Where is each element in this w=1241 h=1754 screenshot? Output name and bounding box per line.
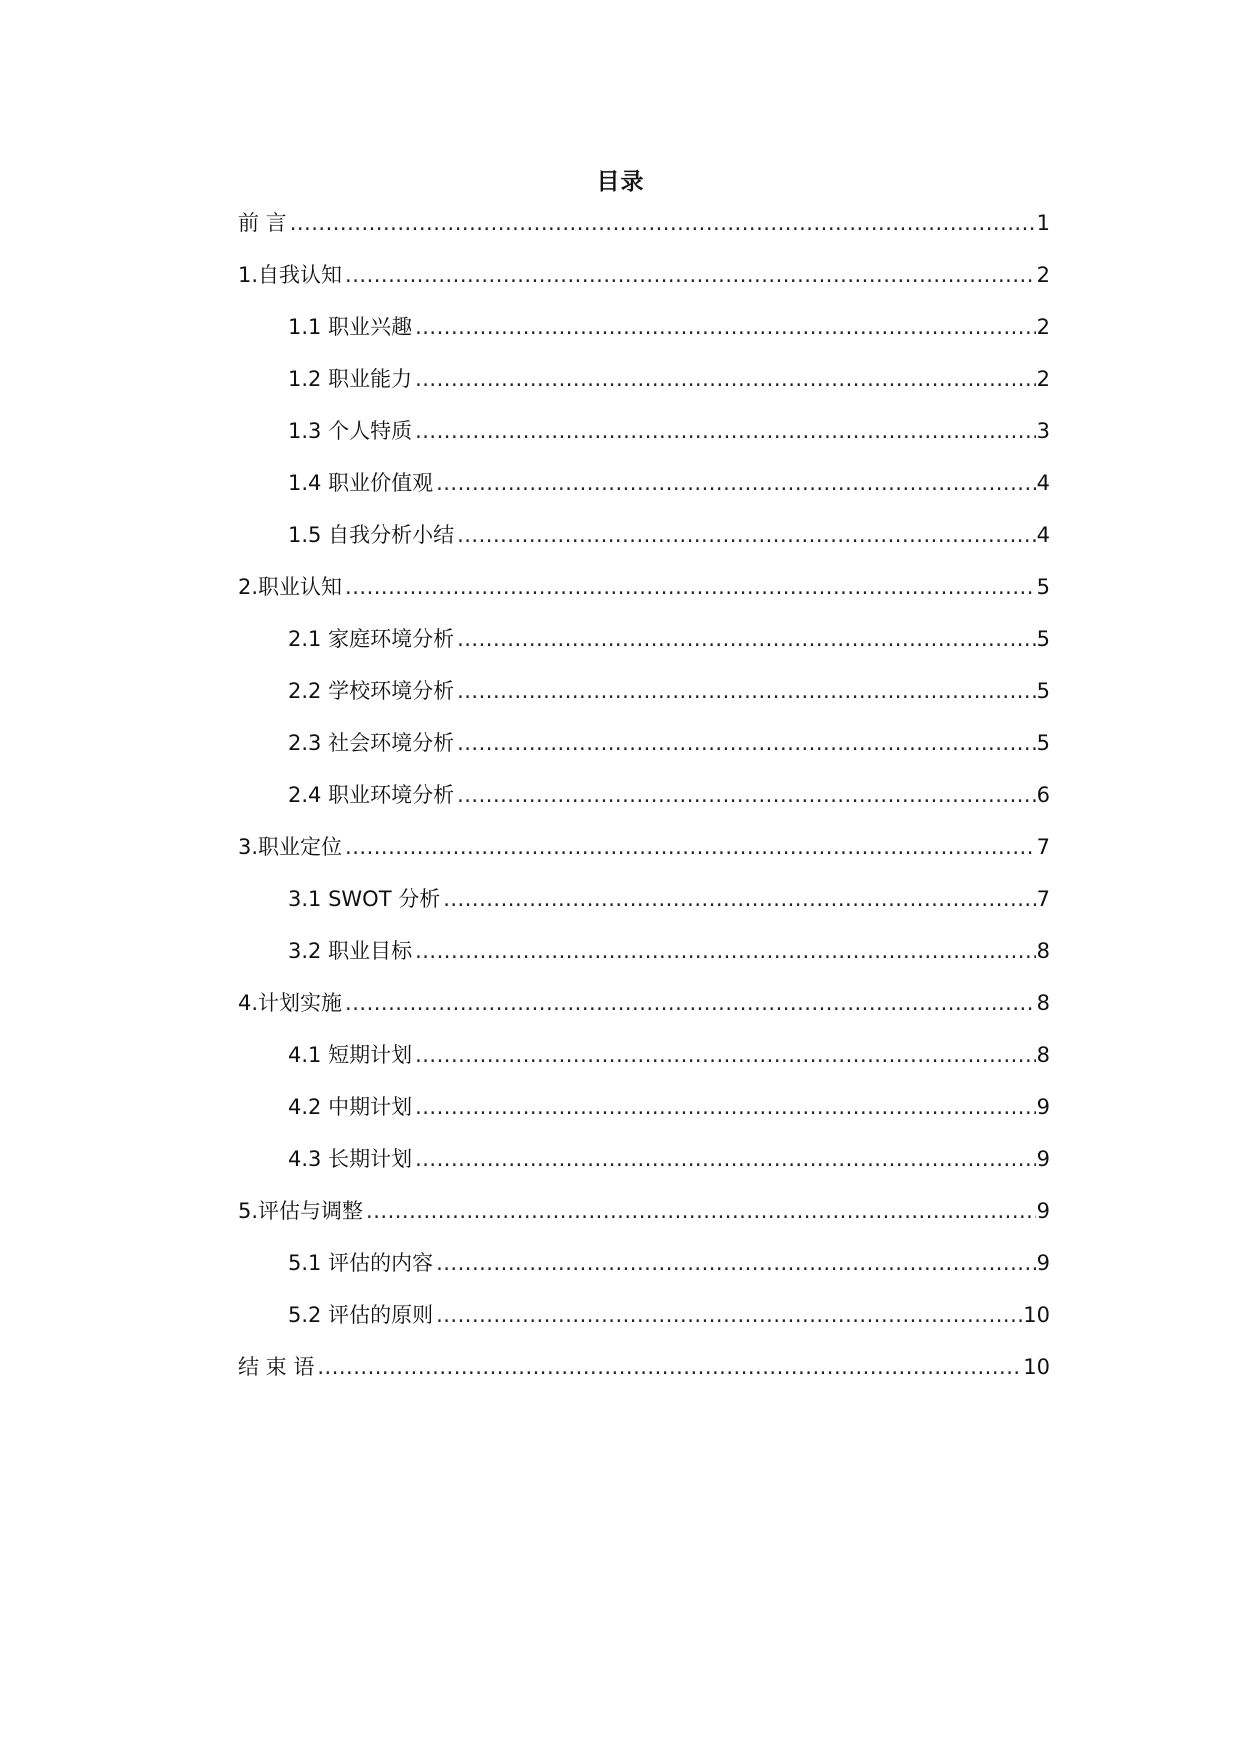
- toc-entry[interactable]: [238, 366, 1050, 418]
- dot-leader: [366, 1198, 1036, 1224]
- toc-entry-label: 2.4 职业环境分析: [288, 783, 455, 807]
- dot-leader: [443, 886, 1035, 912]
- toc-entry[interactable]: [238, 1042, 1050, 1094]
- toc-entry-label: 1.4 职业价值观: [288, 471, 434, 495]
- dot-leader: [436, 470, 1036, 496]
- toc-entry-label: 4.1 短期计划: [288, 1043, 413, 1067]
- toc-entry[interactable]: [238, 470, 1050, 522]
- dot-leader: [415, 366, 1036, 392]
- toc-entry[interactable]: [238, 262, 1050, 314]
- dot-leader: [457, 522, 1036, 548]
- dot-leader: [457, 626, 1036, 652]
- dot-leader: [345, 262, 1036, 288]
- toc-entry-page-number: 10: [1023, 1303, 1050, 1327]
- toc-entry-page-number: 2: [1036, 263, 1050, 287]
- toc-entry[interactable]: [238, 938, 1050, 990]
- toc-entry-page-number: 5: [1036, 627, 1050, 651]
- toc-entry-page-number: 6: [1036, 783, 1050, 807]
- toc-entry[interactable]: [238, 418, 1050, 470]
- toc-entry-label: 1.3 个人特质: [288, 419, 413, 443]
- toc-entry-label: 5.2 评估的原则: [288, 1303, 434, 1327]
- toc-entry-page-number: 2: [1036, 367, 1050, 391]
- toc-entry-page-number: 9: [1036, 1095, 1050, 1119]
- toc-entry-label: 3.职业定位: [238, 835, 343, 859]
- toc-entry[interactable]: [238, 1146, 1050, 1198]
- toc-entry[interactable]: [238, 1094, 1050, 1146]
- toc-entry-page-number: 9: [1036, 1251, 1050, 1275]
- toc-entry-label: 4.3 长期计划: [288, 1147, 413, 1171]
- toc-entry[interactable]: [238, 1250, 1050, 1302]
- toc-entry-label: 3.1 SWOT 分析: [288, 887, 441, 911]
- toc-entry-label: 3.2 职业目标: [288, 939, 413, 963]
- toc-entry-page-number: 2: [1036, 315, 1050, 339]
- dot-leader: [415, 1094, 1036, 1120]
- toc-entry-page-number: 10: [1023, 1355, 1050, 1379]
- toc-entry[interactable]: [238, 678, 1050, 730]
- toc-entry-label: 2.职业认知: [238, 575, 343, 599]
- toc-entry[interactable]: [238, 834, 1050, 886]
- dot-leader: [457, 678, 1036, 704]
- dot-leader: [457, 782, 1036, 808]
- dot-leader: [345, 834, 1036, 860]
- toc-entry[interactable]: [238, 626, 1050, 678]
- toc-entry-page-number: 8: [1036, 991, 1050, 1015]
- dot-leader: [290, 210, 1036, 236]
- toc-entry-label: 2.1 家庭环境分析: [288, 627, 455, 651]
- toc-entry-label: 前 言: [238, 211, 287, 235]
- toc-entry-page-number: 4: [1036, 523, 1050, 547]
- dot-leader: [415, 314, 1036, 340]
- toc-entry[interactable]: [238, 1354, 1050, 1406]
- dot-leader: [415, 1042, 1036, 1068]
- toc-entry-label: 5.评估与调整: [238, 1199, 364, 1223]
- toc-entry-page-number: 5: [1036, 731, 1050, 755]
- toc-entry-page-number: 8: [1036, 1043, 1050, 1067]
- toc-entry[interactable]: [238, 1302, 1050, 1354]
- toc-entry-page-number: 7: [1036, 835, 1050, 859]
- toc-entry-label: 5.1 评估的内容: [288, 1251, 434, 1275]
- toc-entry-page-number: 8: [1036, 939, 1050, 963]
- toc-entry[interactable]: [238, 1198, 1050, 1250]
- toc-entry-page-number: 5: [1036, 679, 1050, 703]
- dot-leader: [415, 1146, 1036, 1172]
- dot-leader: [436, 1302, 1022, 1328]
- dot-leader: [345, 574, 1036, 600]
- toc-entry-page-number: 9: [1036, 1199, 1050, 1223]
- toc-entry[interactable]: [238, 210, 1050, 262]
- toc-entry[interactable]: [238, 886, 1050, 938]
- toc-entry-label: 1.1 职业兴趣: [288, 315, 413, 339]
- dot-leader: [457, 730, 1036, 756]
- toc-entry[interactable]: [238, 730, 1050, 782]
- toc-entry-label: 结 束 语: [238, 1355, 315, 1379]
- dot-leader: [415, 418, 1036, 444]
- toc-entry-label: 2.2 学校环境分析: [288, 679, 455, 703]
- toc-entry-page-number: 5: [1036, 575, 1050, 599]
- toc-entry-label: 4.计划实施: [238, 991, 343, 1015]
- toc-entry[interactable]: [238, 990, 1050, 1042]
- toc-entry[interactable]: [238, 574, 1050, 626]
- toc-entry[interactable]: [238, 782, 1050, 834]
- toc-entry-label: 2.3 社会环境分析: [288, 731, 455, 755]
- toc-entry-page-number: 7: [1036, 887, 1050, 911]
- toc-entry-page-number: 1: [1036, 211, 1050, 235]
- toc-entry-label: 4.2 中期计划: [288, 1095, 413, 1119]
- dot-leader: [436, 1250, 1036, 1276]
- toc-entry-label: 1.5 自我分析小结: [288, 523, 455, 547]
- toc-entry[interactable]: [238, 314, 1050, 366]
- toc-entry-page-number: 3: [1036, 419, 1050, 443]
- toc-entry-label: 1.自我认知: [238, 263, 343, 287]
- dot-leader: [317, 1354, 1022, 1380]
- toc-list: [238, 210, 1050, 1406]
- toc-entry[interactable]: [238, 522, 1050, 574]
- dot-leader: [415, 938, 1036, 964]
- toc-entry-page-number: 9: [1036, 1147, 1050, 1171]
- dot-leader: [345, 990, 1036, 1016]
- toc-title: 目录: [596, 169, 645, 195]
- toc-entry-page-number: 4: [1036, 471, 1050, 495]
- toc-entry-label: 1.2 职业能力: [288, 367, 413, 391]
